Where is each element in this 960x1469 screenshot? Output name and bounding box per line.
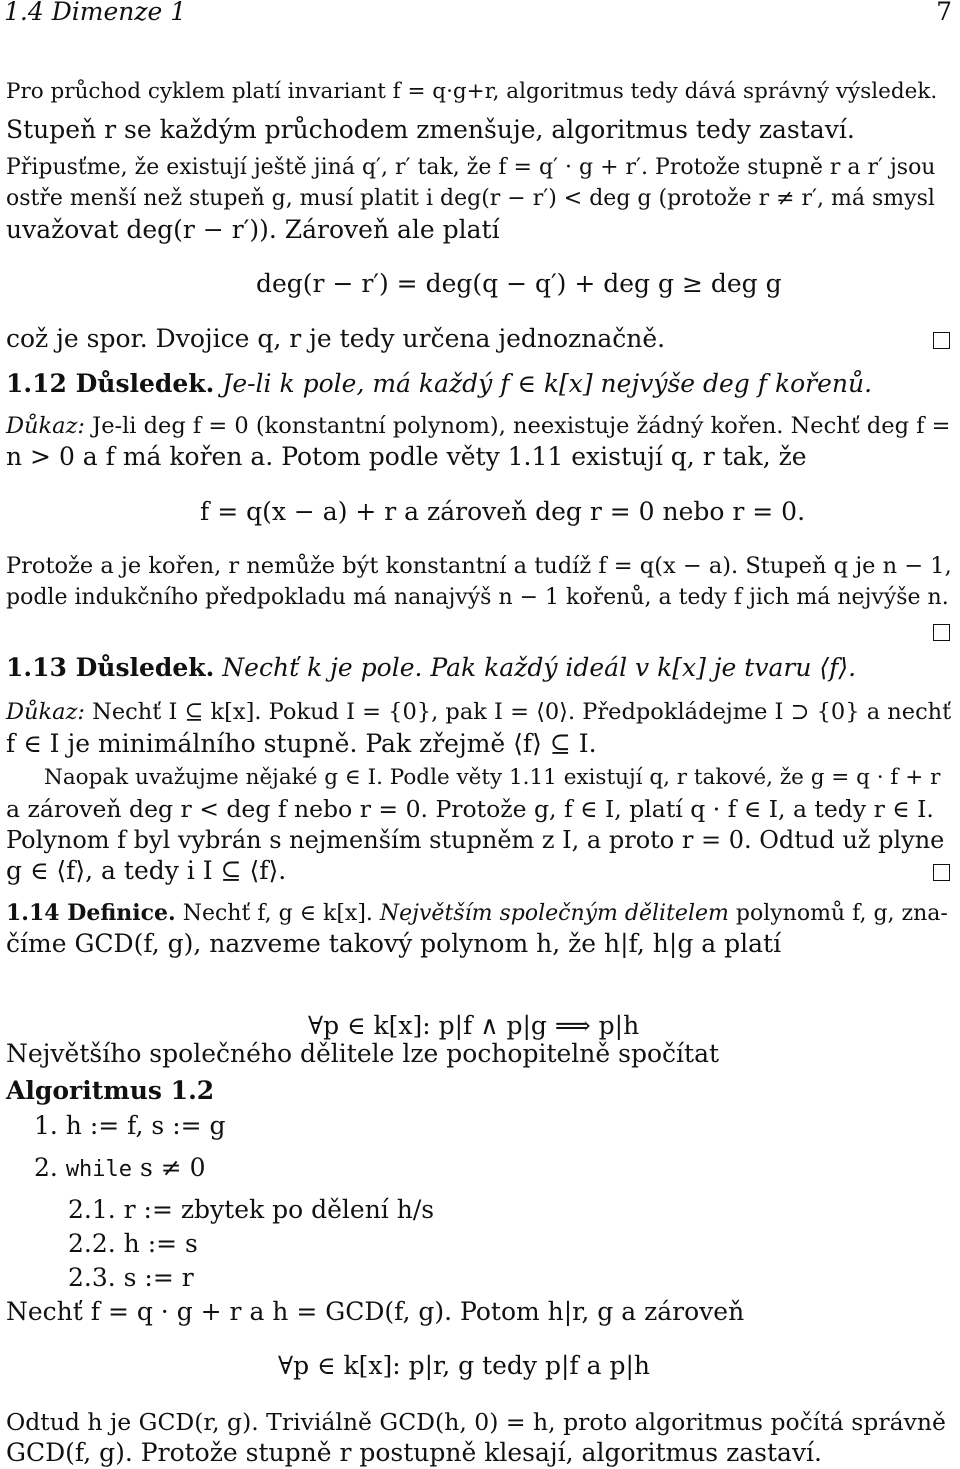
step-number: 2. [34,1153,66,1182]
definition-label: 1.14 Definice. [6,900,176,926]
text-line: Nechť f = q · g + r a h = GCD(f, g). Potom h|r, g a zároveň [6,1297,745,1326]
qed-symbol [933,864,950,881]
text-line: n > 0 a f má kořen a. Potom podle věty 1.11 existují q, r tak, že [6,442,807,471]
corollary-statement: Nechť k je pole. Pak každý ideál v k[x] je tvaru ⟨f⟩. [222,653,857,682]
step-condition: s ≠ 0 [132,1153,206,1182]
text-line: uvažovat deg(r − r′)). Zároveň ale platí [6,215,500,244]
proof-label: Důkaz: [6,699,86,725]
page-number: 7 [936,0,952,26]
algorithm-step: 1. h := f, s := g [34,1111,226,1140]
text-line: což je spor. Dvojice q, r je tedy určena jednoznačně. [6,324,666,353]
keyword-while: while [65,1157,133,1182]
definition-text: Nechť f, g ∈ k[x]. [175,901,380,926]
definition-1-14 [6,897,948,930]
text-line: GCD(f, g). Protože stupně r postupně klesají, algoritmus zastaví. [6,1438,823,1467]
corollary-label: 1.12 Důsledek. [6,369,215,398]
algorithm-substep: 2.2. h := s [68,1229,198,1258]
text-line: číme GCD(f, g), nazveme takový polynom h, že h|f, h|g a platí [6,929,782,958]
display-equation: ∀p ∈ k[x]: p|f ∧ p|g ⟹ p|h [308,1011,640,1040]
display-equation: ∀p ∈ k[x]: p|r, g tedy p|f a p|h [278,1351,651,1380]
text-line: Stupeň r se každým průchodem zmenšuje, algoritmus tedy zastaví. [6,115,855,144]
text-line: ostře menší než stupeň g, musí platit i deg(r − r′) < deg g (protože r ≠ r′, má smysl [6,186,935,211]
text-line: Protože a je kořen, r nemůže být konstantní a tudíž f = q(x − a). Stupeň q je n − 1, [6,553,952,579]
display-equation: deg(r − r′) = deg(q − q′) + deg g ≥ deg g [256,269,782,298]
algorithm-step [34,1152,206,1186]
algorithm-substep: 2.1. r := zbytek po dělení h/s [68,1195,435,1224]
corollary-1-13 [6,652,856,684]
algorithm-title: Algoritmus 1.2 [6,1076,215,1105]
proof-text: Nechť I ⊆ k[x]. Pokud I = {0}, pak I = ⟨0⟩. Předpokládejme I ⊃ {0} a nechť [85,699,952,725]
text-line: Připusťme, že existují ještě jiná q′, r′ tak, že f = q′ · g + r′. Protože stupně r a r′ jsou [6,155,936,180]
corollary-1-12 [6,368,872,400]
proof-label: Důkaz: [6,413,86,439]
text-line: a zároveň deg r < deg f nebo r = 0. Protože g, f ∈ I, platí q · f ∈ I, a tedy r ∈ I. [6,795,934,823]
running-header: 1.4 Dimenze 1 [4,0,187,26]
definition-text: polynomů f, g, zna- [728,901,948,926]
text-line: g ∈ ⟨f⟩, a tedy i I ⊆ ⟨f⟩. [6,856,287,885]
qed-symbol [933,624,950,641]
text-line: Polynom f byl vybrán s nejmenším stupněm z I, a proto r = 0. Odtud už plyne [6,826,945,854]
text-line: Největšího společného dělitele lze pochopitelně spočítat [6,1039,720,1068]
proof-text: Je-li deg f = 0 (konstantní polynom), neexistuje žádný kořen. Nechť deg f = [85,413,951,439]
corollary-label: 1.13 Důsledek. [6,653,215,682]
proof-line [6,696,951,728]
algorithm-substep: 2.3. s := r [68,1263,194,1292]
defined-term: Největším společným dělitelem [379,901,729,926]
text-line: Naopak uvažujme nějaké g ∈ I. Podle věty 1.11 existují q, r takové, že g = q · f + r [44,765,941,790]
text-line: Pro průchod cyklem platí invariant f = q·g+r, algoritmus tedy dává správný výsledek. [6,79,938,104]
text-line: f ∈ I je minimálního stupně. Pak zřejmě ⟨f⟩ ⊆ I. [6,729,597,758]
corollary-statement: Je-li k pole, má každý f ∈ k[x] nejvýše deg f kořenů. [222,369,873,398]
proof-line [6,410,951,442]
text-line: Odtud h je GCD(r, g). Triviálně GCD(h, 0) = h, proto algoritmus počítá správně [6,1408,946,1436]
qed-symbol [933,332,950,349]
text-line: podle indukčního předpokladu má nanajvýš n − 1 kořenů, a tedy f jich má nejvýše n. [6,585,949,610]
display-equation: f = q(x − a) + r a zároveň deg r = 0 nebo r = 0. [200,497,806,526]
